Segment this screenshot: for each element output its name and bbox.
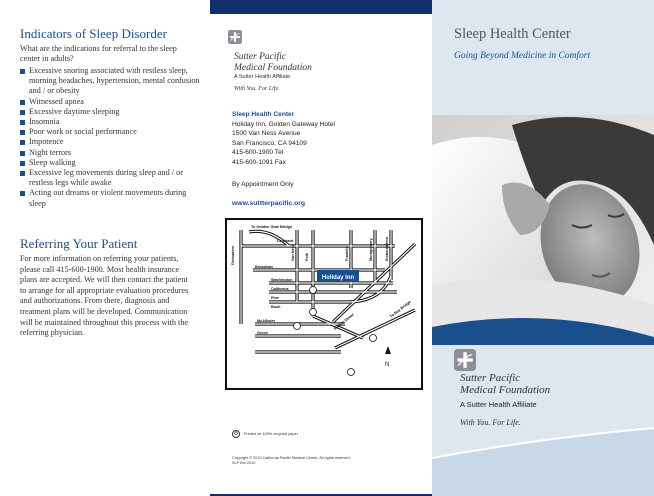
list-item: Excessive snoring associated with restless sleep, morning headaches, hypertension, mental confusion and / or obesity [20, 66, 200, 97]
address-line: 1500 Van Ness Avenue [232, 130, 301, 138]
highway-shield-icon [370, 335, 377, 342]
bullet-icon [20, 191, 25, 196]
list-item: Acting out dreams or violent movements during sleep [20, 188, 200, 208]
sutter-logo-icon [228, 30, 242, 44]
bullet-icon [20, 130, 25, 135]
address-line: Holiday Inn, Golden Gateway Hotel [232, 120, 335, 128]
sleeping-woman-photo [432, 115, 654, 345]
referring-heading: Referring Your Patient [20, 236, 138, 251]
bullet-icon [20, 140, 25, 145]
map-label-polk: Polk [305, 252, 309, 261]
tagline: With You. For Life. [460, 418, 521, 427]
top-bar [210, 0, 432, 14]
website-link[interactable]: www.suttterpacific.org [232, 200, 306, 207]
svg-text:N: N [385, 362, 390, 368]
phone-tel: 415-600-1900 Tel [232, 149, 284, 157]
map-label-california: California [271, 287, 289, 291]
map-label-van-ness: Van Ness [291, 244, 295, 261]
bullet-icon [20, 171, 25, 176]
list-item: Witnessed apnea [20, 97, 200, 107]
address-block [232, 110, 335, 168]
bullet-icon [20, 100, 25, 105]
map-hotel-label: Holiday Inn [321, 275, 355, 281]
highway-shield-icon [310, 287, 317, 294]
indicators-heading: Indicators of Sleep Disorder [20, 26, 167, 41]
list-item: Poor work or social performance [20, 127, 200, 137]
map-label-embarcadero: Embarcadero [385, 236, 389, 261]
bullet-icon [20, 69, 25, 74]
map-label-mcallister: McAllister [257, 319, 276, 323]
list-item: Excessive leg movements during sleep and / or restless legs while awake [20, 168, 200, 188]
list-item: Insomnia [20, 117, 200, 127]
referring-text: For more information on referring your patients, please call 415-600-1900. Most health insurance plans are accepted. We will then contact the patient to arrange for all appropriate evaluation procedures and authorizations. From there, diagnosis and treatment plans will be developed. Communication will be maintained throughout this process with the referring physician. [20, 254, 189, 338]
recycled-note: ♻ Printed on 100% recycled paper [233, 431, 299, 437]
highway-shield-icon [310, 309, 317, 316]
highway-shield-icon [294, 323, 301, 330]
bullet-icon [20, 151, 25, 156]
map-label-pine: Pine [271, 296, 280, 300]
copyright: Copyright © 2010 California Pacific Medical Center. All rights reserved. SLP Brc 2010 [232, 456, 351, 465]
map-label-franklin: Franklin [345, 246, 349, 261]
list-item: Sleep walking [20, 158, 200, 168]
left-panel [0, 0, 210, 496]
logo-name: Sutter Pacific Medical Foundation [234, 52, 312, 73]
logo-name: Sutter Pacific Medical Foundation [460, 372, 551, 396]
bullet-icon [20, 110, 25, 115]
affiliate-text: A Sutter Health Affiliate [460, 400, 537, 409]
map-label-golden-gate: To Golden Gate Bridge [251, 225, 293, 229]
indicators-intro: What are the indications for referral to the sleep center in adults? [20, 44, 177, 64]
sutter-logo-icon [454, 349, 476, 371]
affiliate-text: A Sutter Health Affiliate [234, 74, 291, 80]
highway-shield-icon [348, 369, 355, 376]
recycle-icon: ♻ [233, 431, 239, 437]
cover-subtitle: Going Beyond Medicine in Comfort [454, 51, 591, 61]
address-title: Sleep Health Center [232, 111, 295, 118]
location-map [225, 218, 423, 390]
middle-panel [210, 0, 432, 496]
address-line: San Francisco, CA 94109 [232, 139, 307, 147]
appointment-note: By Appointment Only [232, 181, 294, 188]
indicators-list [20, 66, 200, 209]
list-item: Impotence [20, 137, 200, 147]
tagline: With You. For Life. [234, 86, 280, 92]
map-label-montgomery: Montgomery [369, 238, 373, 261]
map-label-bay-bridge: To Bay Bridge [389, 299, 412, 319]
bottom-wave [432, 418, 654, 496]
bullet-icon [20, 161, 25, 166]
map-label-bush: Bush [271, 305, 281, 309]
map-label-grove: Grove [257, 331, 268, 335]
bullet-icon [20, 120, 25, 125]
list-item: Night terrors [20, 148, 200, 158]
map-label-washington: Washington [271, 278, 293, 282]
map-label-market: Market Street [333, 312, 355, 331]
phone-fax: 415-600-1091 Fax [232, 158, 286, 166]
list-item: Excessive daytime sleeping [20, 107, 200, 117]
map-label-broadway: Broadway [255, 265, 274, 269]
cover-title: Sleep Health Center [454, 26, 571, 42]
map-label-lombard: Lombard [277, 239, 294, 243]
right-panel [432, 0, 654, 496]
map-label-divisadero: Divisadero [231, 245, 235, 265]
